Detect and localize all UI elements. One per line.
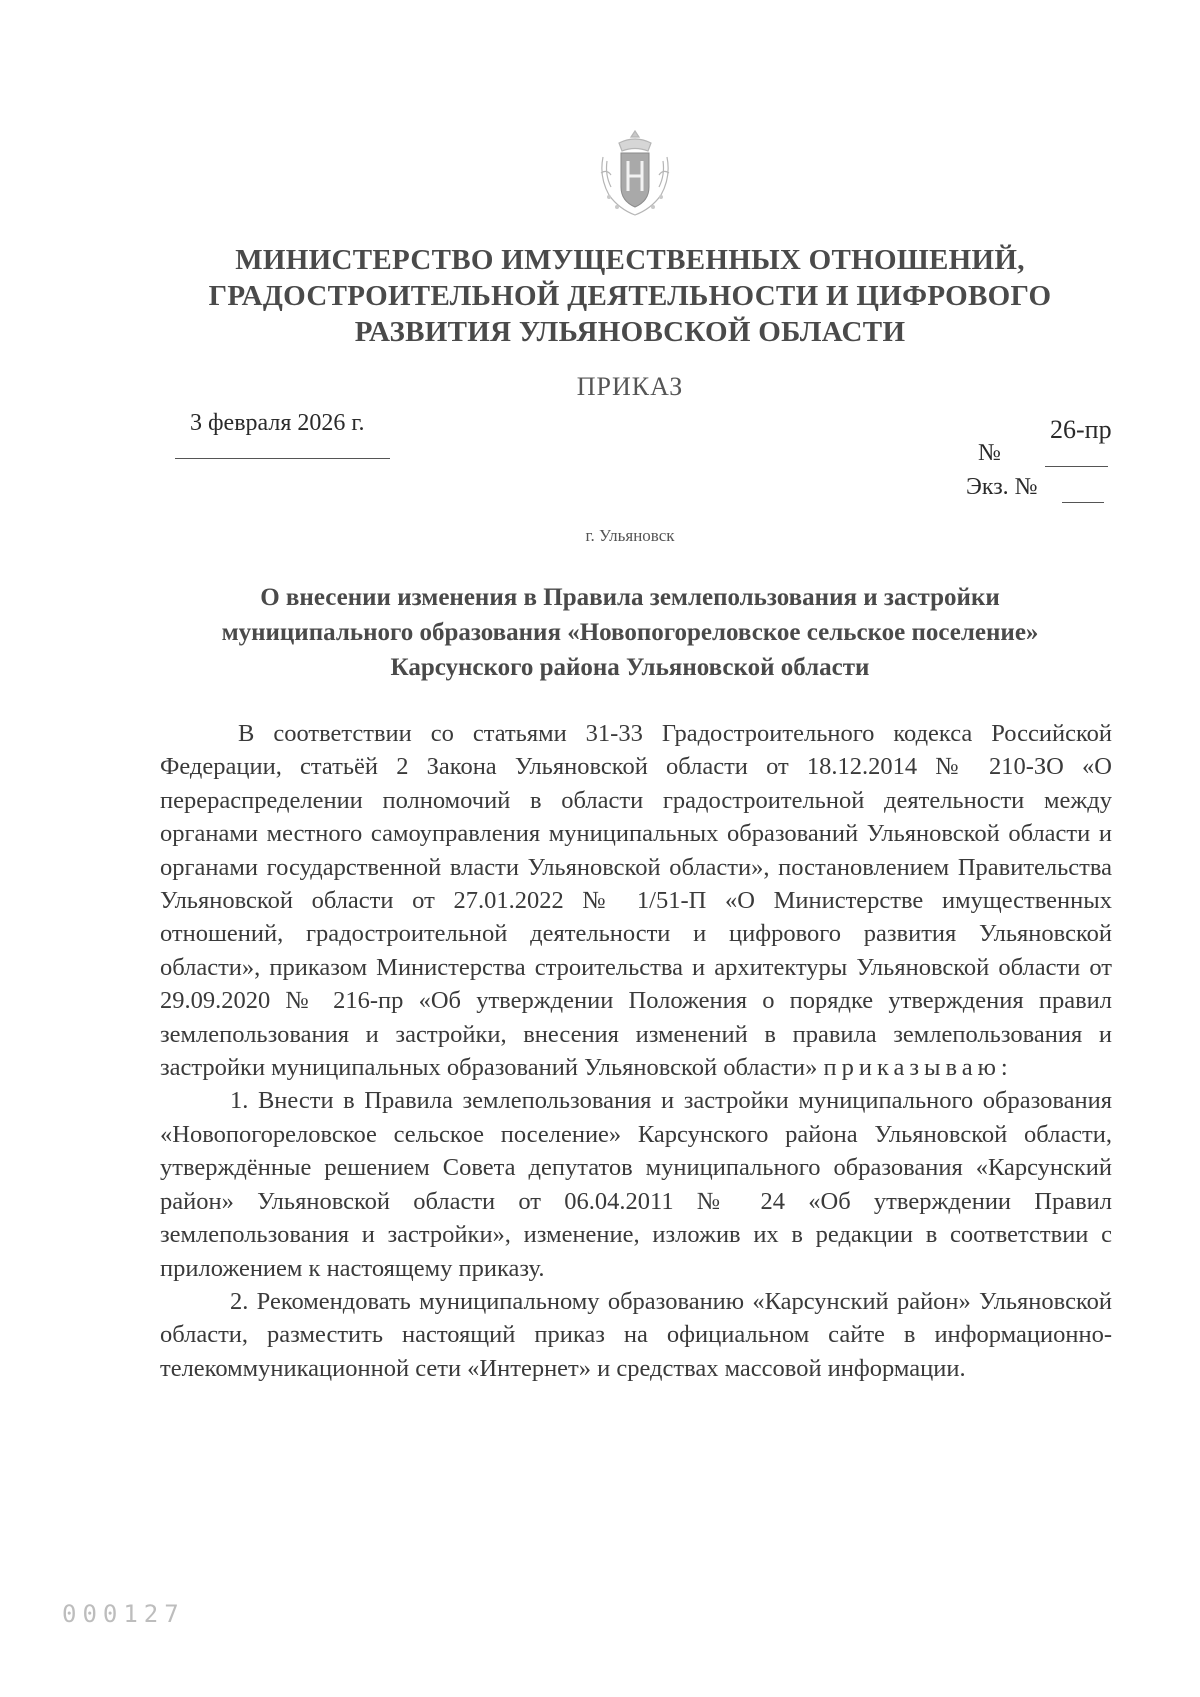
document-type: ПРИКАЗ bbox=[576, 372, 684, 401]
title-line-1: О внесении изменения в Правила землепользования и застройки bbox=[260, 584, 1000, 611]
coat-of-arms-icon bbox=[597, 127, 673, 219]
order-number: 26-пр bbox=[1050, 415, 1112, 444]
order-number-underline bbox=[1045, 466, 1108, 467]
copy-number-underline bbox=[1062, 502, 1104, 503]
ministry-name bbox=[180, 242, 1080, 350]
order-number-label: № bbox=[978, 440, 1001, 466]
order-body bbox=[160, 717, 1112, 1385]
date-underline bbox=[175, 458, 390, 459]
ministry-line-3: РАЗВИТИЯ УЛЬЯНОВСКОЙ ОБЛАСТИ bbox=[354, 316, 906, 348]
order-title bbox=[150, 580, 1110, 685]
title-line-2: муниципального образования «Новопогореловское сельское поселение» bbox=[221, 619, 1039, 646]
city: г. Ульяновск bbox=[585, 526, 675, 545]
order-date: 3 февраля 2026 г. bbox=[190, 410, 365, 436]
item-1-paragraph: 1. Внести в Правила землепользования и застройки муниципального образования «Новопогореловское сельское поселение» Карсунского района Ульяновской области, утверждённые решением Совета депутатов муниципального образования «Карсунский район» Ульяновской области от 06.04.2011 № 24 «Об утверждении Правил землепользования и застройки», изменение, изложив их в редакции в соответствии с приложением к настоящему приказу. bbox=[160, 1087, 1112, 1282]
ministry-line-1: МИНИСТЕРСТВО ИМУЩЕСТВЕННЫХ ОТНОШЕНИЙ, bbox=[235, 244, 1025, 276]
ministry-line-2: ГРАДОСТРОИТЕЛЬНОЙ ДЕЯТЕЛЬНОСТИ И ЦИФРОВОГО bbox=[208, 280, 1052, 312]
preamble-text: В соответствии со статьями 31-33 Градостроительного кодекса Российской Федерации, статьёй 2 Закона Ульяновской области от 18.12.2014 № 210-ЗО «О перераспределении полномочий в области градостроительной деятельности между органами местного самоуправления муниципальных образований Ульяновской области и органами государственной власти Ульяновской области», постановлением Правительства Ульяновской области от 27.01.2022 № 1/51-П «О Министерстве имущественных отношений, градостроительной деятельности и цифрового развития Ульяновской области», приказом Министерства строительства и архитектуры Ульяновской области от 29.09.2020 № 216-пр «Об утверждении Положения о порядке утверждения правил землепользования и застройки, внесения изменений в правила землепользования и застройки муниципальных образований Ульяновской области» bbox=[160, 720, 1112, 1082]
preamble-paragraph bbox=[160, 717, 1112, 1084]
page-mark: 000127 bbox=[62, 1600, 185, 1628]
order-word: приказываю: bbox=[823, 1054, 1013, 1082]
item-2-paragraph: 2. Рекомендовать муниципальному образованию «Карсунский район» Ульяновской области, разместить настоящий приказ на официальном сайте в информационно-телекоммуникационной сети «Интернет» и средствах массовой информации. bbox=[160, 1287, 1112, 1382]
title-line-3: Карсунского района Ульяновской области bbox=[390, 654, 870, 681]
copy-number-label: Экз. № bbox=[966, 474, 1038, 500]
